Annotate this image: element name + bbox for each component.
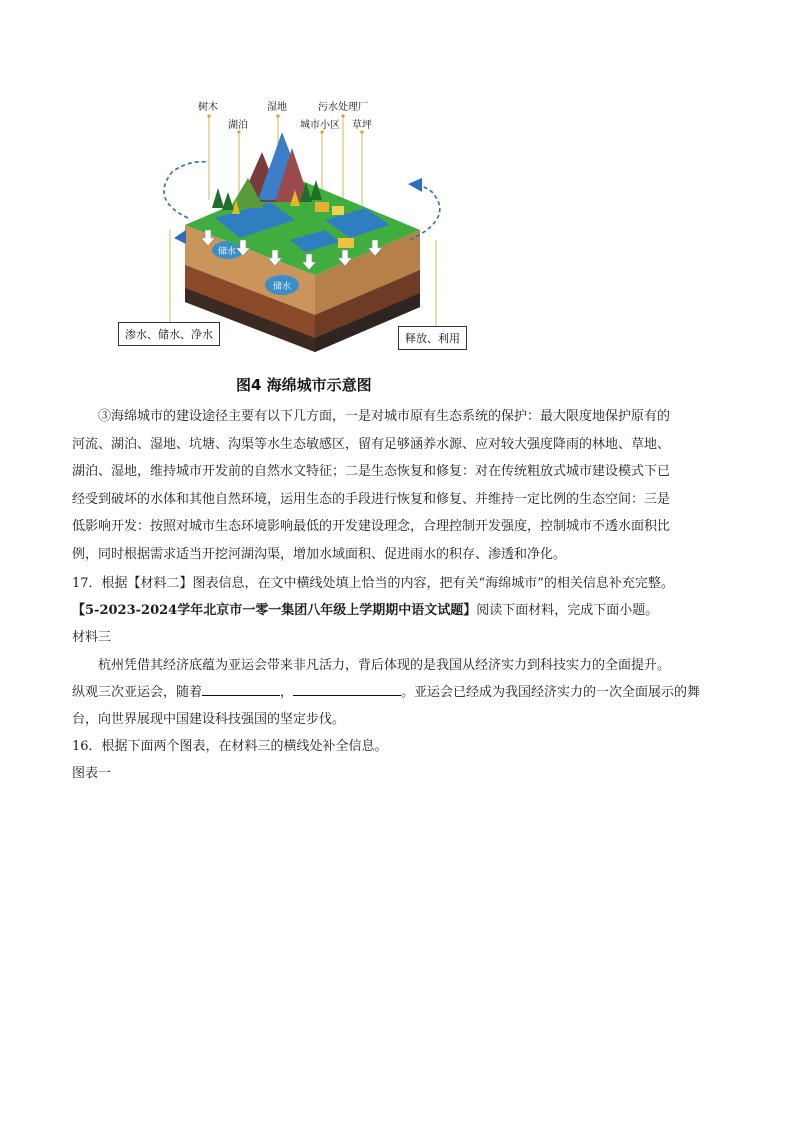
- m3-text-c: 。亚运会已经成为我国经济实力的一次全面展示的舞: [401, 685, 701, 700]
- label-storage-2: 储水: [273, 282, 292, 292]
- label-release-use: 释放、利用: [398, 326, 467, 350]
- p3-line: 河流、湖泊、湿地、坑塘、沟渠等水生态敏感区，留有足够涵养水源、应对较大强度降雨的林地、草地、: [72, 436, 671, 452]
- material-3-line-3: 台，向世界展现中国建设科技强国的坚定步伐。: [72, 712, 346, 727]
- label-wetland: 湿地: [267, 102, 287, 113]
- answer-blank-2[interactable]: [293, 683, 401, 696]
- label-lake: 湖泊: [228, 120, 248, 131]
- sponge-city-diagram: [110, 90, 480, 360]
- label-trees: 树木: [198, 102, 218, 113]
- chart-1-label: 图表一: [72, 766, 112, 781]
- answer-blank-1[interactable]: [202, 683, 280, 696]
- figure-caption: 图4 海绵城市示意图: [236, 376, 372, 394]
- p3-line: 经受到破坏的水体和其他自然环境，运用生态的手段进行恢复和修复、并维持一定比例的生态空间：三是: [72, 491, 671, 507]
- source-line: [72, 599, 658, 618]
- source-instruction: 阅读下面材料，完成下面小题。: [476, 603, 659, 618]
- sponge-city-illustration: [110, 90, 480, 360]
- m3-text-b: ，: [280, 685, 294, 700]
- paragraph-3: [72, 403, 722, 568]
- m3-text-a: 纵观三次亚运会，随着: [72, 685, 203, 700]
- material-3-title: 材料三: [72, 630, 112, 645]
- material-3-line-2: [72, 681, 700, 700]
- question-17: 17．根据【材料二】图表信息，在文中横线处填上恰当的内容，把有关“海绵城市”的相关信息补充完整。: [72, 576, 674, 591]
- label-lawn: 草坪: [352, 120, 372, 131]
- question-16: 16．根据下面两个图表，在材料三的横线处补全信息。: [72, 739, 388, 754]
- label-sewage-plant: 污水处理厂: [318, 102, 368, 113]
- p3-line: 湖泊、湿地，维持城市开发前的自然水文特征；二是生态恢复和修复：对在传统粗放式城市建设模式下已: [72, 464, 671, 479]
- p3-line: 例，同时根据需求适当开挖河湖沟渠，增加水域面积、促进雨水的积存、渗透和净化。: [72, 546, 567, 562]
- label-infiltrate-store-purify: 渗水、储水、净水: [118, 322, 220, 346]
- material-3-line-1: 杭州凭借其经济底蕴为亚运会带来非凡活力，背后体现的是我国从经济实力到科技实力的全面提升。: [98, 658, 671, 673]
- source-title: 【5-2023-2024学年北京市一零一集团八年级上学期期中语文试题】: [72, 603, 477, 618]
- label-storage-1: 储水: [218, 247, 237, 257]
- label-residential: 城市小区: [300, 120, 340, 131]
- p3-line: 低影响开发：按照对城市生态环境影响最低的开发建设理念，合理控制开发强度，控制城市不透水面积比: [72, 519, 671, 534]
- p3-line: ③海绵城市的建设途径主要有以下几方面，一是对城市原有生态系统的保护：最大限度地保护原有的: [98, 409, 671, 424]
